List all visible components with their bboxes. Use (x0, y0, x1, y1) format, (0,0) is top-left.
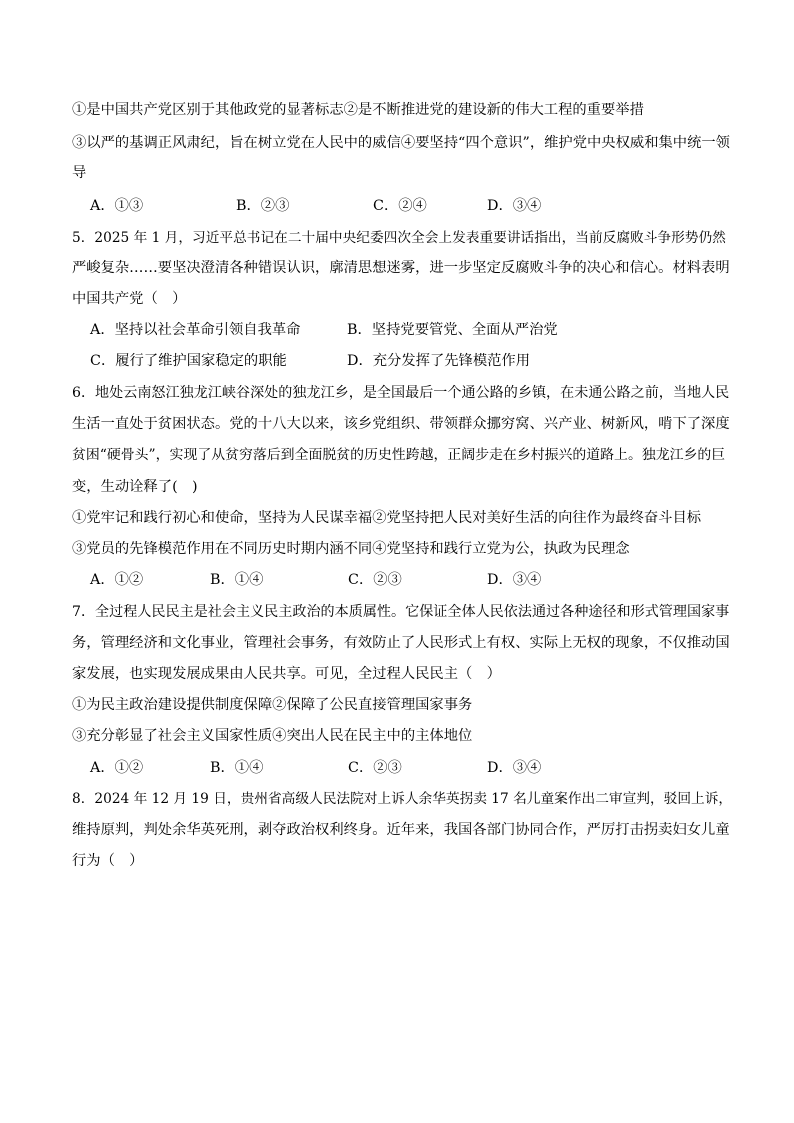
q4-statement-line-3: 导 (72, 165, 87, 181)
q7-statement-line-1: ①为民主政治建设提供制度保障②保障了公民直接管理国家事务 (72, 697, 473, 713)
q8-stem-line-1: 8．2024 年 12 月 19 日，贵州省高级人民法院对上诉人余华英拐卖 17 名儿童案作出二审宣判，驳回上诉， (72, 791, 732, 807)
q5-stem-line-2: 严峻复杂……要坚决澄清各种错误认识，廓清思想迷雾，进一步坚定反腐败斗争的决心和信心。材料表明 (72, 260, 730, 276)
q6-stem-line-1: 6．地处云南怒江独龙江峡谷深处的独龙江乡，是全国最后一个通公路的乡镇，在未通公路之前，当地人民 (72, 385, 730, 401)
q7-option-c[interactable]: C．②③ (348, 760, 402, 776)
q6-option-c[interactable]: C．②③ (348, 572, 402, 588)
q5-option-d[interactable]: D．充分发挥了先锋模范作用 (347, 353, 531, 369)
q6-option-d[interactable]: D．③④ (487, 572, 542, 588)
q8-stem-line-3: 行为（ ） (72, 853, 144, 869)
q6-statement-line-1: ①党牢记和践行初心和使命，坚持为人民谋幸福②党坚持把人民对美好生活的向往作为最终奋斗目标 (72, 510, 702, 526)
q5-option-c[interactable]: C．履行了维护国家稳定的职能 (90, 353, 287, 369)
q6-option-a[interactable]: A．①② (90, 572, 144, 588)
q4-option-b[interactable]: B．②③ (236, 198, 290, 214)
q7-stem-line-2: 务，管理经济和文化事业，管理社会事务，有效防止了人民形式上有权、实际上无权的现象，不仅推动国 (72, 635, 730, 651)
q6-stem-line-3: 贫困“硬骨头”，实现了从贫穷落后到全面脱贫的历史性跨越，正阔步走在乡村振兴的道路上。独龙江乡的巨 (72, 447, 726, 463)
q4-option-a[interactable]: A．①③ (90, 198, 144, 214)
q5-option-a[interactable]: A．坚持以社会革命引领自我革命 (90, 322, 301, 338)
q7-statement-line-2: ③充分彰显了社会主义国家性质④突出人民在民主中的主体地位 (72, 728, 473, 744)
q5-option-b[interactable]: B．坚持党要管党、全面从严治党 (347, 322, 558, 338)
q6-option-b[interactable]: B．①④ (210, 572, 264, 588)
q8-stem-line-2: 维持原判，判处余华英死刑，剥夺政治权利终身。近年来，我国各部门协同合作，严厉打击拐卖妇女儿童 (72, 822, 730, 838)
q7-option-b[interactable]: B．①④ (210, 760, 264, 776)
q5-stem-line-1: 5．2025 年 1 月，习近平总书记在二十届中央纪委四次全会上发表重要讲话指出，当前反腐败斗争形势仍然 (72, 230, 726, 246)
q5-stem-line-3: 中国共产党（ ） (72, 291, 187, 307)
q6-statement-line-2: ③党员的先锋模范作用在不同历史时期内涵不同④党坚持和践行立党为公，执政为民理念 (72, 541, 630, 557)
q4-statement-line-2: ③以严的基调正风肃纪，旨在树立党在人民中的威信④要坚持“四个意识”，维护党中央权威和集中统一领 (72, 135, 730, 151)
q7-stem-line-1: 7．全过程人民民主是社会主义民主政治的本质属性。它保证全体人民依法通过各种途径和形式管理国家事 (72, 604, 730, 620)
q4-option-c[interactable]: C．②④ (373, 198, 427, 214)
q7-stem-line-3: 家发展，也实现发展成果由人民共享。可见，全过程人民民主（ ） (72, 666, 501, 682)
q6-stem-line-4: 变，生动诠释了( ) (72, 479, 198, 495)
q6-stem-line-2: 生活一直处于贫困状态。党的十八大以来，该乡党组织、带领群众挪穷窝、兴产业、树新风，啃下了深度 (72, 416, 730, 432)
q7-option-d[interactable]: D．③④ (487, 760, 542, 776)
q4-option-d[interactable]: D．③④ (487, 198, 542, 214)
q7-option-a[interactable]: A．①② (90, 760, 144, 776)
q4-statement-line-1: ①是中国共产党区别于其他政党的显著标志②是不断推进党的建设新的伟大工程的重要举措 (72, 102, 644, 118)
